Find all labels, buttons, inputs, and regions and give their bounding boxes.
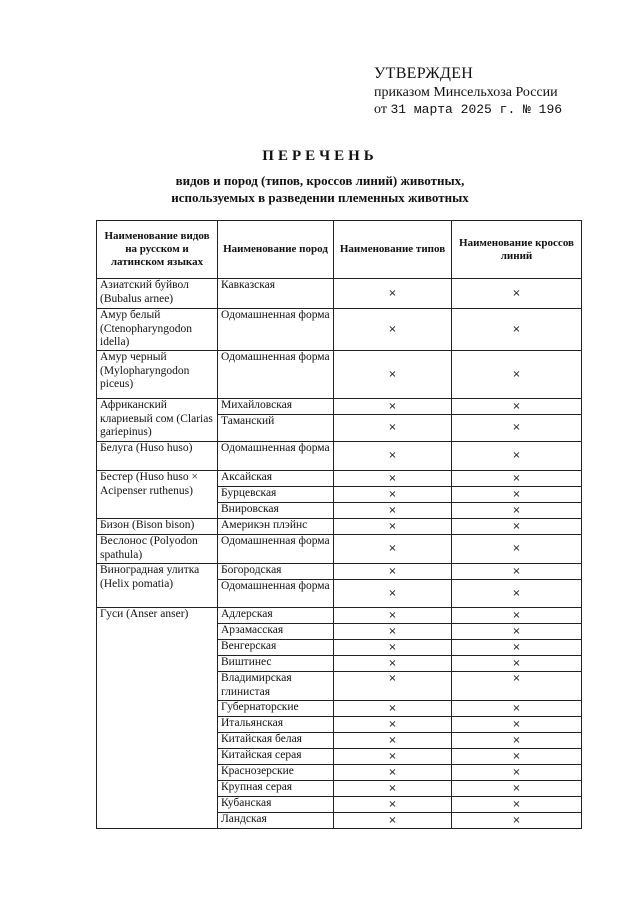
crosses-cell: ×: [452, 656, 582, 672]
breed-cell: Аксайская: [218, 471, 334, 487]
species-cell: Азиатский буйвол (Bubalus arnee): [97, 279, 218, 309]
table-header-row: [97, 221, 582, 279]
types-cell: ×: [334, 471, 452, 487]
crosses-cell: ×: [452, 797, 582, 813]
breed-cell: Крупная серая: [218, 781, 334, 797]
crosses-cell: ×: [452, 503, 582, 519]
crosses-cell: ×: [452, 749, 582, 765]
crosses-cell: ×: [452, 471, 582, 487]
species-cell: Гуси (Anser anser): [97, 608, 218, 829]
types-cell: ×: [334, 351, 452, 399]
table-row: [97, 519, 582, 535]
species-cell: Белуга (Huso huso): [97, 442, 218, 471]
approval-date-prefix: от: [374, 102, 387, 117]
species-cell: Веслонос (Polyodon spathula): [97, 535, 218, 564]
crosses-cell: ×: [452, 487, 582, 503]
breed-cell: Кавказская: [218, 279, 334, 309]
breed-cell: Венгерская: [218, 640, 334, 656]
breed-cell: Итальянская: [218, 717, 334, 733]
types-cell: ×: [334, 797, 452, 813]
breed-cell: Кубанская: [218, 797, 334, 813]
types-cell: ×: [334, 399, 452, 415]
breed-cell: Одомашненная форма: [218, 442, 334, 471]
approval-date: [374, 101, 562, 118]
crosses-cell: ×: [452, 717, 582, 733]
table-row: [97, 471, 582, 487]
types-cell: ×: [334, 564, 452, 580]
types-cell: ×: [334, 415, 452, 442]
species-cell: Амур белый (Ctenopharyngodon idella): [97, 309, 218, 351]
types-cell: ×: [334, 580, 452, 608]
crosses-cell: ×: [452, 624, 582, 640]
crosses-cell: ×: [452, 701, 582, 717]
types-cell: ×: [334, 749, 452, 765]
crosses-cell: ×: [452, 733, 582, 749]
types-cell: ×: [334, 279, 452, 309]
crosses-cell: ×: [452, 399, 582, 415]
document-title: [0, 146, 640, 206]
approval-order-line: приказом Минсельхоза России: [374, 85, 558, 100]
breeds-table: [96, 220, 582, 829]
species-cell: Виноградная улитка (Helix pomatia): [97, 564, 218, 608]
table-row: [97, 564, 582, 580]
table-row: [97, 442, 582, 471]
types-cell: ×: [334, 813, 452, 829]
breed-cell: Владимирская глинистая: [218, 672, 334, 701]
table-row: [97, 309, 582, 351]
crosses-cell: ×: [452, 640, 582, 656]
crosses-cell: ×: [452, 580, 582, 608]
types-cell: ×: [334, 487, 452, 503]
crosses-cell: ×: [452, 564, 582, 580]
title-sub-2: используемых в разведении племенных животных: [171, 190, 469, 205]
header-types: Наименование типов: [334, 221, 452, 279]
approval-stamp: [374, 64, 562, 118]
types-cell: ×: [334, 535, 452, 564]
types-cell: ×: [334, 765, 452, 781]
approval-date-value: 31 марта 2025 г. № 196: [390, 102, 563, 117]
types-cell: ×: [334, 717, 452, 733]
header-crosses: Наименование кроссов линий: [452, 221, 582, 279]
species-cell: Амур черный (Mylopharyngodon piceus): [97, 351, 218, 399]
table-row: [97, 608, 582, 624]
types-cell: ×: [334, 624, 452, 640]
types-cell: ×: [334, 503, 452, 519]
breed-cell: Китайская серая: [218, 749, 334, 765]
types-cell: ×: [334, 442, 452, 471]
header-species: Наименование видов на русском и латинском языках: [97, 221, 218, 279]
breed-cell: Китайская белая: [218, 733, 334, 749]
breed-cell: Америкэн плэйнс: [218, 519, 334, 535]
breed-cell: Одомашненная форма: [218, 535, 334, 564]
breed-cell: Адлерская: [218, 608, 334, 624]
table-row: [97, 535, 582, 564]
breed-cell: Губернаторские: [218, 701, 334, 717]
crosses-cell: ×: [452, 672, 582, 701]
types-cell: ×: [334, 781, 452, 797]
types-cell: ×: [334, 519, 452, 535]
table-row: [97, 351, 582, 399]
types-cell: ×: [334, 608, 452, 624]
breed-cell: Бурцевская: [218, 487, 334, 503]
species-cell: Бизон (Bison bison): [97, 519, 218, 535]
types-cell: ×: [334, 640, 452, 656]
breed-cell: Одомашненная форма: [218, 309, 334, 351]
breed-cell: Краснозерские: [218, 765, 334, 781]
breed-cell: Одомашненная форма: [218, 351, 334, 399]
crosses-cell: ×: [452, 608, 582, 624]
crosses-cell: ×: [452, 535, 582, 564]
approval-heading: УТВЕРЖДЕН: [374, 65, 474, 82]
crosses-cell: ×: [452, 279, 582, 309]
types-cell: ×: [334, 672, 452, 701]
types-cell: ×: [334, 656, 452, 672]
crosses-cell: ×: [452, 442, 582, 471]
crosses-cell: ×: [452, 351, 582, 399]
header-breed: Наименование пород: [218, 221, 334, 279]
crosses-cell: ×: [452, 519, 582, 535]
breed-cell: Одомашненная форма: [218, 580, 334, 608]
title-main: ПЕРЕЧЕНЬ: [262, 148, 378, 164]
species-cell: Бестер (Huso huso × Acipenser ruthenus): [97, 471, 218, 519]
types-cell: ×: [334, 309, 452, 351]
crosses-cell: ×: [452, 765, 582, 781]
breed-cell: Михайловская: [218, 399, 334, 415]
crosses-cell: ×: [452, 813, 582, 829]
breed-cell: Таманский: [218, 415, 334, 442]
breed-cell: Внировская: [218, 503, 334, 519]
breed-cell: Ландская: [218, 813, 334, 829]
breed-cell: Арзамасская: [218, 624, 334, 640]
types-cell: ×: [334, 701, 452, 717]
breed-cell: Богородская: [218, 564, 334, 580]
species-cell: Африканский клариевый сом (Clarias gariepinus): [97, 399, 218, 442]
table-row: [97, 399, 582, 415]
crosses-cell: ×: [452, 415, 582, 442]
crosses-cell: ×: [452, 781, 582, 797]
title-sub-1: видов и пород (типов, кроссов линий) животных,: [175, 173, 465, 188]
crosses-cell: ×: [452, 309, 582, 351]
breed-cell: Виштинес: [218, 656, 334, 672]
types-cell: ×: [334, 733, 452, 749]
table-row: [97, 279, 582, 309]
